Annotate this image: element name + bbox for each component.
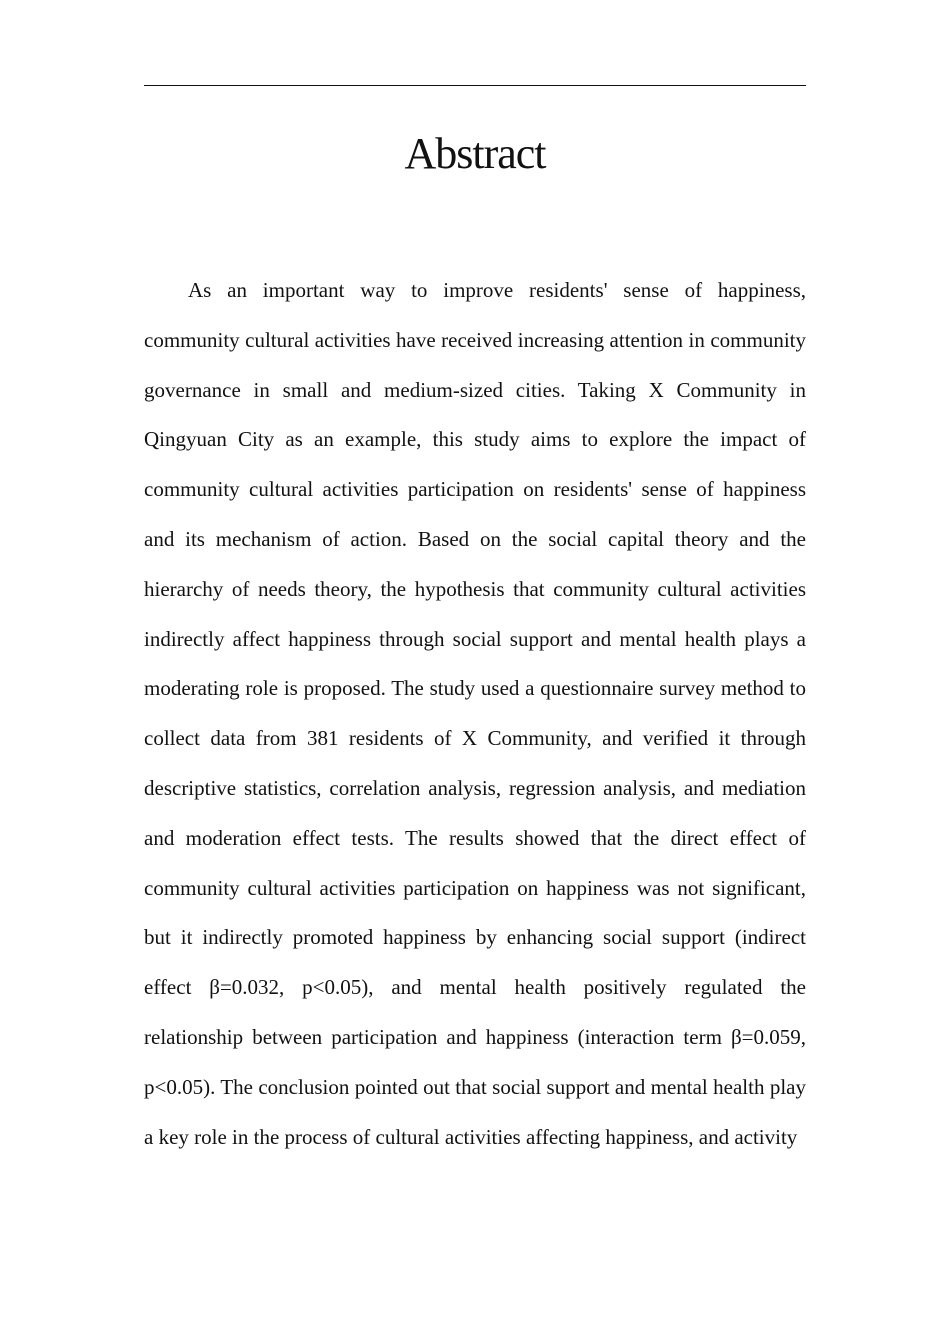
header-rule xyxy=(144,85,806,86)
abstract-paragraph: As an important way to improve residents' sense of happiness, community cultural activities have received increasing attention in community governance in small and medium-sized cities. Taking X Community in Qingyuan City as an example, this study aims to explore the impact of community cultural activities participation on residents' sense of happiness and its mechanism of action. Based on the social capital theory and the hierarchy of needs theory, the hypothesis that community cultural activities indirectly affect happiness through social support and mental health plays a moderating role is proposed. The study used a questionnaire survey method to collect data from 381 residents of X Community, and verified it through descriptive statistics, correlation analysis, regression analysis, and mediation and moderation effect tests. The results showed that the direct effect of community cultural activities participation on happiness was not significant, but it indirectly promoted happiness by enhancing social support (indirect effect β=0.032, p<0.05), and mental health positively regulated the relationship between participation and happiness (interaction term β=0.059, p<0.05). The conclusion pointed out that social support and mental health play a key role in the process of cultural activities affecting happiness, and activity xyxy=(144,278,806,1149)
page-title: Abstract xyxy=(404,129,546,178)
